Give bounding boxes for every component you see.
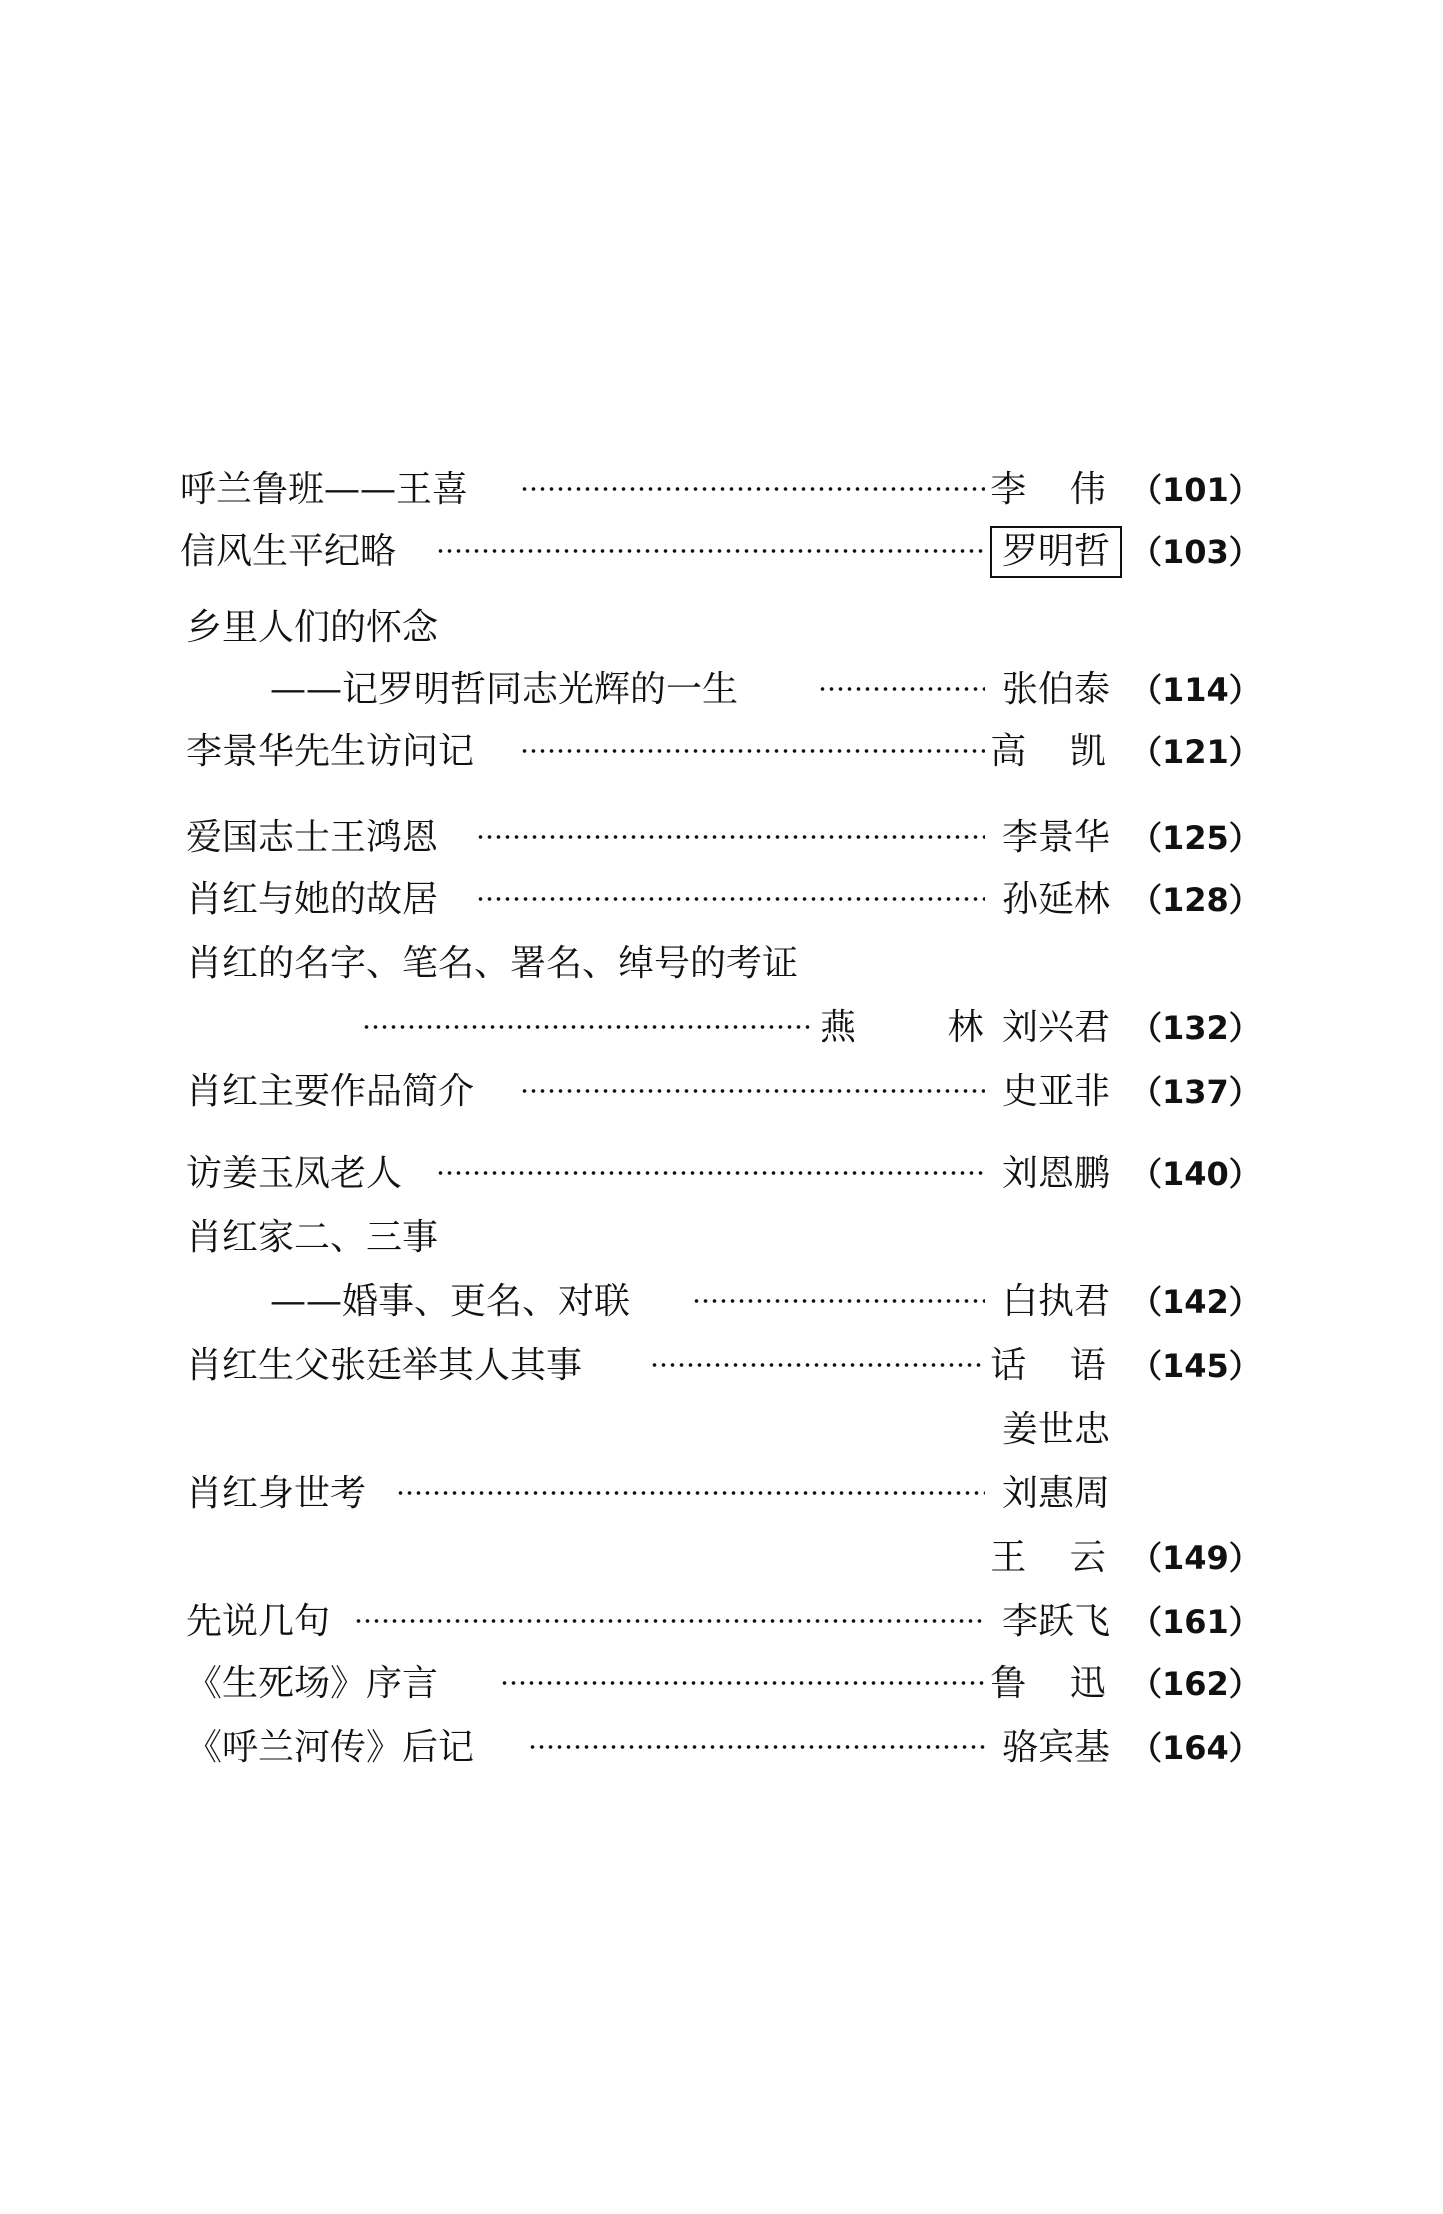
entry-page: （128） — [1130, 881, 1261, 919]
toc-entry — [0, 1402, 1443, 1458]
leader-dots — [692, 1298, 985, 1304]
toc-entry — [0, 1064, 1443, 1120]
toc-entry — [0, 1530, 1443, 1586]
entry-page: （145） — [1130, 1347, 1261, 1385]
entry-page: （101） — [1130, 471, 1261, 509]
entry-page: （162） — [1130, 1665, 1261, 1703]
toc-entry — [0, 1000, 1443, 1056]
toc-entry — [0, 600, 1443, 656]
toc-entry — [0, 1274, 1443, 1330]
entry-page: （114） — [1130, 671, 1261, 709]
entry-page: （161） — [1130, 1603, 1261, 1641]
entry-page: （149） — [1130, 1539, 1261, 1577]
entry-author: 孙延林 — [1001, 879, 1110, 920]
entry-title: 肖红身世考 — [186, 1473, 367, 1514]
entry-title: 乡里人们的怀念 — [186, 607, 439, 648]
entry-subtitle: ——婚事、更名、对联 — [270, 1281, 631, 1322]
leader-dots — [520, 748, 985, 754]
entry-title: 信风生平纪略 — [180, 531, 397, 572]
entry-author: 燕 林 — [820, 1007, 1024, 1048]
leader-dots — [520, 1088, 985, 1094]
entry-page: （103） — [1130, 533, 1261, 571]
toc-entry — [0, 1656, 1443, 1712]
leader-dots — [650, 1362, 985, 1368]
toc-entry — [0, 524, 1443, 580]
entry-subtitle: ——记罗明哲同志光辉的一生 — [270, 669, 739, 710]
entry-title: 肖红家二、三事 — [186, 1217, 439, 1258]
toc-entry — [0, 1720, 1443, 1776]
entry-page: （142） — [1130, 1283, 1261, 1321]
entry-author: 高 凯 — [990, 731, 1122, 772]
entry-author: 史亚非 — [1001, 1071, 1110, 1112]
entry-author: 李 伟 — [990, 469, 1122, 510]
entry-author: 白执君 — [1001, 1281, 1110, 1322]
entry-title: 访姜玉凤老人 — [186, 1153, 403, 1194]
entry-title: 先说几句 — [186, 1601, 331, 1642]
entry-author: 刘惠周 — [1001, 1473, 1110, 1514]
entry-author: 张伯泰 — [1001, 669, 1110, 710]
toc-entry — [0, 872, 1443, 928]
toc-entry — [0, 810, 1443, 866]
entry-page: （164） — [1130, 1729, 1261, 1767]
entry-author: 话 语 — [990, 1345, 1122, 1386]
entry-page: （137） — [1130, 1073, 1261, 1111]
entry-author: 李景华 — [1001, 817, 1110, 858]
entry-author-second: 刘兴君 — [1001, 1007, 1110, 1048]
leader-dots — [354, 1618, 985, 1624]
leader-dots — [476, 834, 985, 840]
toc-entry — [0, 1146, 1443, 1202]
toc-entry — [0, 1210, 1443, 1266]
toc-entry — [0, 1338, 1443, 1394]
toc-entry — [0, 462, 1443, 518]
entry-title: 肖红生父张廷举其人其事 — [186, 1345, 583, 1386]
entry-page: （132） — [1130, 1009, 1261, 1047]
toc-entry — [0, 936, 1443, 992]
leader-dots — [528, 1744, 985, 1750]
entry-author: 李跃飞 — [1001, 1601, 1110, 1642]
entry-author: 王 云 — [990, 1537, 1122, 1578]
entry-page: （140） — [1130, 1155, 1261, 1193]
leader-dots — [362, 1024, 814, 1030]
leader-dots — [818, 686, 985, 692]
toc-entry — [0, 1594, 1443, 1650]
leader-dots — [436, 548, 985, 554]
leader-dots — [396, 1490, 985, 1496]
leader-dots — [436, 1170, 985, 1176]
entry-author: 骆宾基 — [1001, 1727, 1110, 1768]
leader-dots — [520, 486, 985, 492]
entry-title: 呼兰鲁班——王喜 — [180, 469, 469, 510]
entry-author: 罗明哲 — [990, 526, 1122, 578]
entry-title: 《呼兰河传》后记 — [186, 1727, 475, 1768]
entry-title: 爱国志士王鸿恩 — [186, 817, 439, 858]
entry-author: 姜世忠 — [1001, 1409, 1110, 1450]
leader-dots — [500, 1680, 985, 1686]
leader-dots — [476, 896, 985, 902]
entry-page: （121） — [1130, 733, 1261, 771]
entry-author: 刘恩鹏 — [1001, 1153, 1110, 1194]
toc-entry — [0, 1466, 1443, 1522]
entry-title: 肖红主要作品简介 — [186, 1071, 475, 1112]
entry-title: 肖红与她的故居 — [186, 879, 439, 920]
entry-title: 李景华先生访问记 — [186, 731, 475, 772]
entry-page: （125） — [1130, 819, 1261, 857]
entry-title: 《生死场》序言 — [186, 1663, 439, 1704]
entry-title: 肖红的名字、笔名、署名、绰号的考证 — [186, 943, 799, 984]
toc-entry — [0, 662, 1443, 718]
entry-author: 鲁 迅 — [990, 1663, 1122, 1704]
toc-entry — [0, 724, 1443, 780]
